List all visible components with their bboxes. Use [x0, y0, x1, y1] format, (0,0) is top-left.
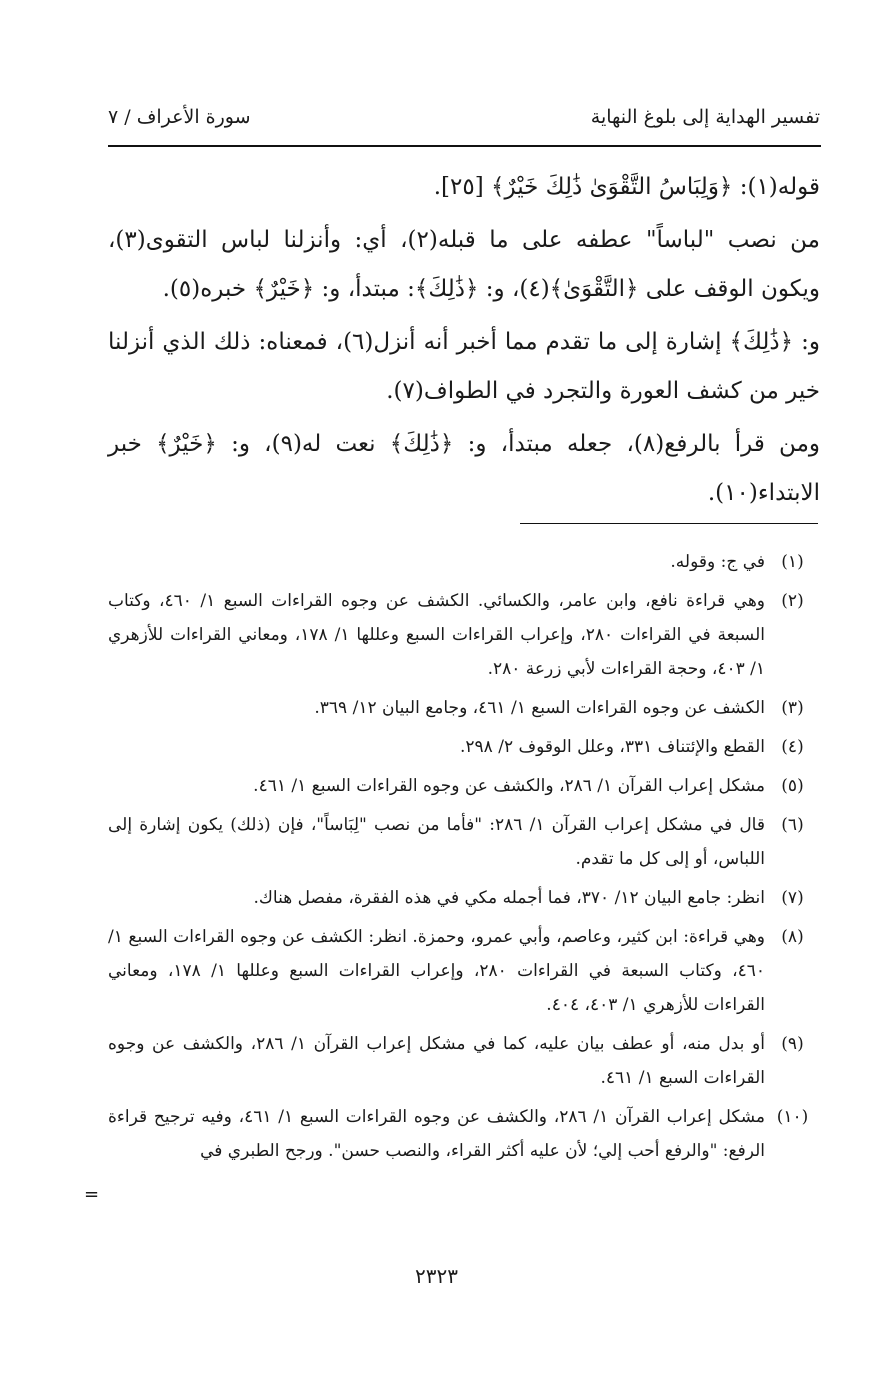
footnote-text: أو بدل منه، أو عطف بيان عليه، كما في مشكل إعراب القرآن ١/ ٢٨٦، والكشف عن وجوه القراءات السبع ١/ ٤٦١.	[108, 1034, 765, 1088]
header-divider	[108, 145, 821, 147]
footnote-number: (٩)	[781, 1034, 804, 1054]
footnote	[108, 691, 820, 725]
footnote	[108, 769, 820, 803]
footnote-number: (٣)	[781, 698, 804, 718]
footnote-text: مشكل إعراب القرآن ١/ ٢٨٦، والكشف عن وجوه القراءات السبع ١/ ٤٦١.	[253, 776, 765, 796]
surah-label: سورة الأعراف / ٧	[108, 106, 251, 128]
footnote	[108, 584, 820, 686]
footnote	[108, 881, 820, 915]
footnote-text: وهي قراءة نافع، وابن عامر، والكسائي. الكشف عن وجوه القراءات السبع ١/ ٤٦٠، وكتاب السبعة في القراءات ٢٨٠، وإعراب القراءات السبع وعللها ١/ ١٧٨، ومعاني القراءات للأزهري ١/ ٤٠٣، وحجة القراءات لأبي زرعة ٢٨٠.	[108, 591, 765, 679]
book-title: تفسير الهداية إلى بلوغ النهاية	[590, 106, 820, 128]
paragraph: قوله(١): ﴿وَلِبَاسُ التَّقْوَىٰ ذَٰلِكَ خَيْرٌ﴾ [٢٥].	[433, 174, 820, 200]
footnote-text: الكشف عن وجوه القراءات السبع ١/ ٤٦١، وجامع البيان ١٢/ ٣٦٩.	[314, 698, 765, 718]
footnote-number: (٨)	[781, 927, 804, 947]
footnotes	[108, 545, 820, 1173]
footnote-number: (٦)	[781, 815, 804, 835]
footnote-text: وهي قراءة: ابن كثير، وعاصم، وأبي عمرو، وحمزة. انظر: الكشف عن وجوه القراءات السبع ١/ ٤٦٠، وكتاب السبعة في القراءات ٢٨٠، وإعراب القراءات السبع وعللها ١/ ١٧٨، ومعاني القراءات للأزهري ١/ ٤٠٣، ٤٠٤.	[108, 927, 765, 1015]
footnote-number: (٧)	[781, 888, 804, 908]
footnote	[108, 1100, 820, 1168]
footnote	[108, 808, 820, 876]
continuation-mark: =	[84, 1184, 100, 1205]
footnote-number: (٤)	[781, 737, 804, 757]
footnote-number: (١٠)	[776, 1107, 809, 1127]
footnote	[108, 730, 820, 764]
footnote	[108, 920, 820, 1022]
footnote-text: في ج: وقوله.	[670, 552, 765, 572]
paragraph: و: ﴿ذَٰلِكَ﴾ إشارة إلى ما تقدم مما أخبر أنه أنزل(٦)، فمعناه: ذلك الذي أنزلنا خير من كشف العورة والتجرد في الطواف(٧).	[108, 329, 820, 404]
paragraph: من نصب "لباساً" عطفه على ما قبله(٢)، أي: وأنزلنا لباس التقوى(٣)، ويكون الوقف على ﴿التَّقْوَىٰ﴾(٤)، و: ﴿ذَٰلِكَ﴾: مبتدأ، و: ﴿خَيْرٌ﴾ خبره(٥).	[108, 227, 820, 302]
footnote	[108, 545, 820, 579]
running-head	[108, 100, 820, 136]
footnote-text: انظر: جامع البيان ١٢/ ٣٧٠، فما أجمله مكي في هذه الفقرة، مفصل هناك.	[253, 888, 765, 908]
footnote-number: (٢)	[781, 591, 804, 611]
page-number: ٢٣٢٣	[415, 1264, 458, 1288]
footnote-text: مشكل إعراب القرآن ١/ ٢٨٦، والكشف عن وجوه القراءات السبع ١/ ٤٦١، وفيه ترجيح قراءة الرفع: "والرفع أحب إلي؛ لأن عليه أكثر القراء، والنصب حسن". ورجح الطبري في	[108, 1107, 765, 1161]
footnote-text: قال في مشكل إعراب القرآن ١/ ٢٨٦: "فأما من نصب "لِبَاساً"، فإن (ذلك) يكون إشارة إلى اللباس، أو إلى كل ما تقدم.	[108, 815, 765, 869]
footnote-text: القطع والإئتناف ٣٣١، وعلل الوقوف ٢/ ٢٩٨.	[459, 737, 765, 757]
paragraph: ومن قرأ بالرفع(٨)، جعله مبتدأ، و: ﴿ذَٰلِكَ﴾ نعت له(٩)، و: ﴿خَيْرٌ﴾ خبر الابتداء(١٠).	[108, 431, 820, 506]
footnote	[108, 1027, 820, 1095]
footnote-number: (٥)	[781, 776, 804, 796]
footnote-separator	[520, 523, 818, 524]
main-text	[108, 163, 820, 522]
footnote-number: (١)	[781, 552, 804, 572]
